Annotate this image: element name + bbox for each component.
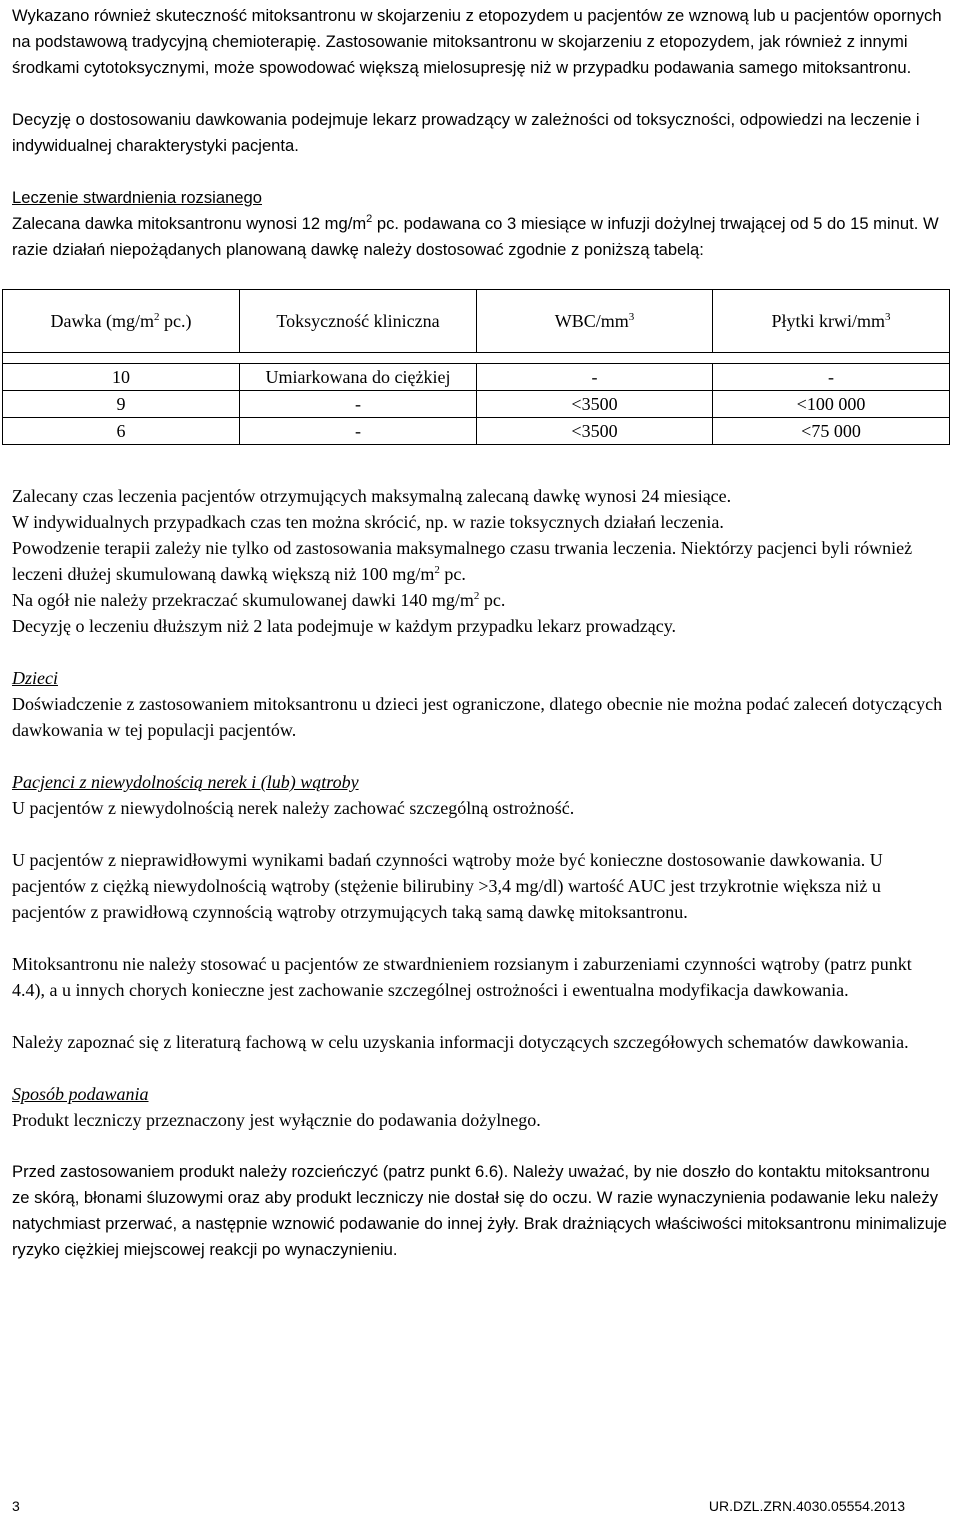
dose-adjustment-table [2, 289, 950, 445]
cell-toxicity: - [240, 391, 477, 418]
cell-toxicity: - [240, 418, 477, 445]
hepatic-paragraph-3: Należy zapoznać się z literaturą fachową w celu uzyskania informacji dotyczących szczegółowych schematów dawkowania. [12, 1032, 909, 1052]
duration-line-4: Na ogół nie należy przekraczać skumulowanej dawki 140 $mg/m^2$ pc. [12, 590, 506, 610]
duration-line-2: W indywidualnych przypadkach czas ten można skrócić, np. w razie toksycznych działań leczenia. [12, 512, 724, 532]
ms-section [12, 185, 948, 263]
cell-wbc: - [477, 364, 713, 391]
table-row [3, 418, 950, 445]
table-row [3, 391, 950, 418]
ms-text: Zalecana dawka mitoksantronu wynosi 12 $mg/m^2$ pc. podawana co 3 miesiące w infuzji dożylnej trwającej od 5 do 15 minut. W razie działań niepożądanych planowaną dawkę należy dostosować zgodnie z poniższą tabelą: [12, 213, 939, 259]
table-header-row [3, 290, 950, 353]
cell-platelets: <100 000 [713, 391, 950, 418]
header-toxicity: Toksyczność kliniczna [240, 290, 477, 353]
renal-text: U pacjentów z niewydolnością nerek należy zachować szczególną ostrożność. [12, 798, 575, 818]
administration-heading: Sposób podawania [12, 1084, 149, 1104]
administration-paragraph-2: Przed zastosowaniem produkt należy rozcieńczyć (patrz punkt 6.6). Należy uważać, by nie doszło do kontaktu mitoksantronu ze skórą, błonami śluzowymi oraz aby produkt leczniczy nie dostał się do oczu. W razie wynaczynienia podawanie leku należy natychmiast przerwać, a następnie wznowić podawanie do innej żyły. Brak drażniących właściwości mitoksantronu minimalizuje ryzyko ciężkiej miejscowej reakcji po wynaczynieniu. [12, 1162, 947, 1259]
children-heading: Dzieci [12, 668, 58, 688]
duration-section [12, 483, 948, 639]
renal-section [12, 769, 948, 821]
header-platelets: Płytki krwi/$mm^3$ [713, 290, 950, 353]
cell-wbc: <3500 [477, 391, 713, 418]
cell-platelets: - [713, 364, 950, 391]
cell-dose: 9 [3, 391, 240, 418]
hepatic-paragraph-2: Mitoksantronu nie należy stosować u pacjentów ze stwardnieniem rozsianym i zaburzeniami czynności wątroby (patrz punkt 4.4), a u innych chorych konieczne jest zachowanie szczególnej ostrożności i ewentualna modyfikacja dawkowania. [12, 954, 912, 1000]
cell-platelets: <75 000 [713, 418, 950, 445]
hepatic-paragraph-1: U pacjentów z nieprawidłowymi wynikami badań czynności wątroby może być konieczne dostosowanie dawkowania. U pacjentów z ciężką niewydolnością wątroby (stężenie bilirubiny >3,4 mg/dl) wartość AUC jest trzykrotnie większa niż u pacjentów z prawidłową czynnością wątroby otrzymujących taką samą dawkę mitoksantronu. [12, 850, 883, 922]
header-wbc: WBC/$mm^3$ [477, 290, 713, 353]
children-text: Doświadczenie z zastosowaniem mitoksantronu u dzieci jest ograniczone, dlatego obecnie nie można podać zaleceń dotyczących dawkowania w tej populacji pacjentów. [12, 694, 943, 740]
renal-heading: Pacjenci z niewydolnością nerek i (lub) wątroby [12, 772, 359, 792]
duration-line-5: Decyzję o leczeniu dłuższym niż 2 lata podejmuje w każdym przypadku lekarz prowadzący. [12, 616, 677, 636]
children-section [12, 665, 948, 743]
table-row [3, 364, 950, 391]
administration-text: Produkt leczniczy przeznaczony jest wyłącznie do podawania dożylnego. [12, 1110, 541, 1130]
administration-section [12, 1081, 948, 1133]
ms-heading: Leczenie stwardnienia rozsianego [12, 188, 262, 207]
header-dose: Dawka ($mg/m^2$ pc.) [3, 290, 240, 353]
intro-paragraph-2: Decyzję o dostosowaniu dawkowania podejmuje lekarz prowadzący w zależności od toksyczności, odpowiedzi na leczenie i indywidualnej charakterystyki pacjenta. [12, 110, 920, 155]
table-spacer-row [3, 353, 950, 364]
cell-wbc: <3500 [477, 418, 713, 445]
page-number: 3 [12, 1498, 20, 1514]
intro-paragraph-1: Wykazano również skuteczność mitoksantronu w skojarzeniu z etopozydem u pacjentów ze wznową lub u pacjentów opornych na podstawową tradycyjną chemioterapię. Zastosowanie mitoksantronu w skojarzeniu z etopozydem, jak również z innymi środkami cytotoksycznymi, może spowodować większą mielosupresję niż w przypadku podawania samego mitoksantronu. [12, 6, 942, 77]
cell-dose: 6 [3, 418, 240, 445]
cell-dose: 10 [3, 364, 240, 391]
document-code: UR.DZL.ZRN.4030.05554.2013 [708, 1498, 905, 1514]
cell-toxicity: Umiarkowana do ciężkiej [240, 364, 477, 391]
document-page [12, 0, 948, 1289]
duration-line-3: Powodzenie terapii zależy nie tylko od zastosowania maksymalnego czasu trwania leczenia. Niektórzy pacjenci byli również leczeni dłużej skumulowaną dawką większą niż 100 $mg/m^2$ pc. [12, 538, 913, 584]
duration-line-1: Zalecany czas leczenia pacjentów otrzymujących maksymalną zalecaną dawkę wynosi 24 miesiące. [12, 486, 732, 506]
